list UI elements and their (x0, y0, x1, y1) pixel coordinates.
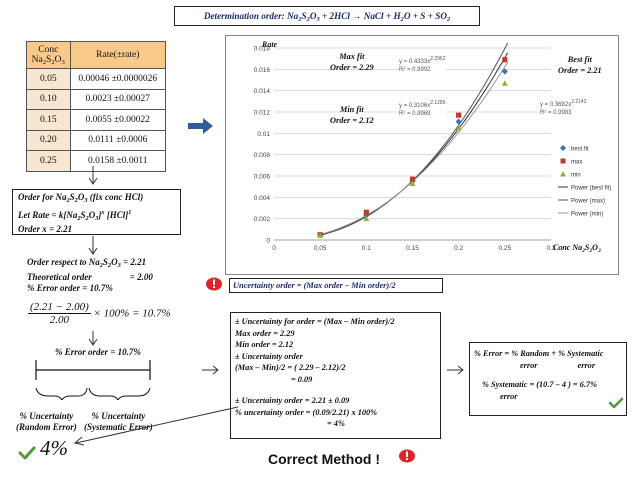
right-arrow-icon (188, 118, 214, 134)
fit-line (320, 62, 507, 234)
error-composition-box: % Error = % Random + % Systematic error error % Systematic = (10.7 – 4 ) = 6.7% error (469, 342, 627, 416)
legend-swatch (560, 171, 566, 177)
x-tick-label: 0.05 (313, 245, 327, 252)
data-point (456, 119, 462, 125)
down-arrow-icon (88, 236, 98, 256)
data-point (502, 80, 508, 86)
y-tick-label: 0.006 (253, 173, 270, 181)
bracket-divider (32, 358, 156, 400)
annotation-best-fit: Best fit Order = 2.21 (558, 55, 602, 75)
x-tick-label: 0.1 (361, 245, 371, 252)
uncertainty-box: ± Uncertainty for order = (Max – Min order)/2 Max order = 2.29 Min order = 2.12 ± Uncertainty order (Max – Min)/2 = ( 2.29 – 2.12)/2 = 0.09 ± Uncertainty order = 2.21 ± 0.09 % uncertainty order = (0.09/2.21) x 100% = 4% (230, 312, 441, 439)
table-header-conc: Conc $Na_2S_2O_3$ (27, 42, 71, 69)
uncertainty-title-box: Uncertainty order = (Max order – Min order)/2 (229, 278, 443, 293)
right-arrow-icon (447, 365, 465, 375)
reaction-equation: Determination order: $Na_2S_2O_3 + 2HCl$ → NaCl + $H_2O + S + SO_2$ (203, 11, 451, 23)
table-row: 0.15 0.0055 ±0.00022 (27, 110, 166, 131)
result-uncertainty: 4% (40, 436, 68, 460)
error-order-label: % Error order = 10.7% (55, 347, 141, 357)
systematic-error-label: % Uncertainty (Systematic Error) (84, 411, 153, 432)
legend-label: min (571, 172, 581, 179)
correct-method-label: Correct Method ! (268, 451, 380, 467)
order-line-1: Order for $Na_2S_2O_3$ (fix conc HCl) (18, 192, 144, 204)
axis-label-conc: Conc $Na_2S_2O_3$ (553, 243, 601, 254)
equation-min: $y = 0.3106x^{2.1285}$ R² = 0.9969 (399, 100, 446, 117)
legend-label: Power (best fit) (571, 185, 612, 192)
theoretical-order-line: Theoretical order = 2.00 (27, 271, 153, 282)
legend-label: Power (min) (571, 211, 604, 218)
y-tick-label: 0.014 (253, 88, 270, 96)
equation-max: $y = 0.4333x^{2.2962}$ R² = 0.9992 (399, 56, 446, 73)
data-point (364, 210, 369, 215)
check-icon (608, 397, 624, 409)
alert-icon (205, 276, 223, 292)
right-arrow-icon (202, 365, 220, 375)
order-box (12, 189, 181, 235)
rate-table (26, 41, 166, 172)
x-tick-label: 0 (272, 245, 276, 252)
equation-best: $y = 0.3682x^{2.2142}$ R² = 0.9983 (540, 99, 587, 116)
order-respect-block (27, 257, 153, 295)
table-row: 0.05 0.00046 ±0.0000026 (27, 69, 166, 90)
down-arrow-icon (88, 166, 98, 186)
legend-label: max (571, 159, 583, 166)
down-arrow-icon (88, 331, 98, 347)
table-header-rate: Rate(±rate) (70, 42, 165, 69)
alert-icon (398, 448, 416, 464)
y-tick-label: 0.002 (253, 216, 270, 224)
data-point (502, 57, 507, 62)
y-tick-label: 0.004 (253, 194, 270, 202)
table-row: 0.20 0.0111 ±0.0006 (27, 130, 166, 151)
legend-label: Power (max) (571, 198, 606, 205)
x-tick-label: 0.25 (498, 245, 512, 252)
annotation-min-fit: Min fit Order = 2.12 (330, 105, 374, 125)
y-tick-label: 0.016 (253, 66, 270, 74)
x-tick-label: 0.3 (546, 245, 556, 252)
y-tick-label: 0.01 (257, 130, 270, 138)
y-tick-label: 0.012 (253, 109, 270, 117)
order-line-2: Let Rate = $k[Na_2S_2O_3]^x$ [HCl]$^1$ (18, 208, 132, 222)
legend-swatch (561, 159, 566, 164)
table-row: 0.10 0.0023 ±0.00027 (27, 89, 166, 110)
error-order-line: % Error order = 10.7% (27, 283, 113, 293)
title-box (174, 6, 480, 26)
table-row: 0.25 0.0158 ±0.0011 (27, 151, 166, 172)
data-point (456, 113, 461, 118)
axis-label-rate: Rate (262, 40, 278, 49)
order-line-3: Order x = 2.21 (18, 224, 73, 234)
order-respect-line: Order respect to $Na_2S_2O_3 = 2.21$ (27, 257, 147, 269)
error-formula: $\frac{(2.21 - 2.00)}{2.00}$ × 100% = 10.7% (30, 301, 171, 326)
legend-swatch (560, 145, 566, 151)
y-tick-label: 0.018 (253, 45, 270, 53)
fit-line (320, 53, 507, 235)
x-tick-label: 0.15 (406, 245, 419, 252)
pointer-arrow (70, 405, 240, 447)
check-icon (18, 446, 36, 460)
legend-label: best fit (571, 146, 589, 153)
random-error-label: % Uncertainty (Random Error) (16, 411, 77, 432)
x-tick-label: 0.2 (454, 245, 464, 252)
y-tick-label: 0 (266, 237, 270, 245)
y-tick-label: 0.008 (253, 152, 270, 160)
annotation-max-fit: Max fit Order = 2.29 (330, 52, 374, 72)
